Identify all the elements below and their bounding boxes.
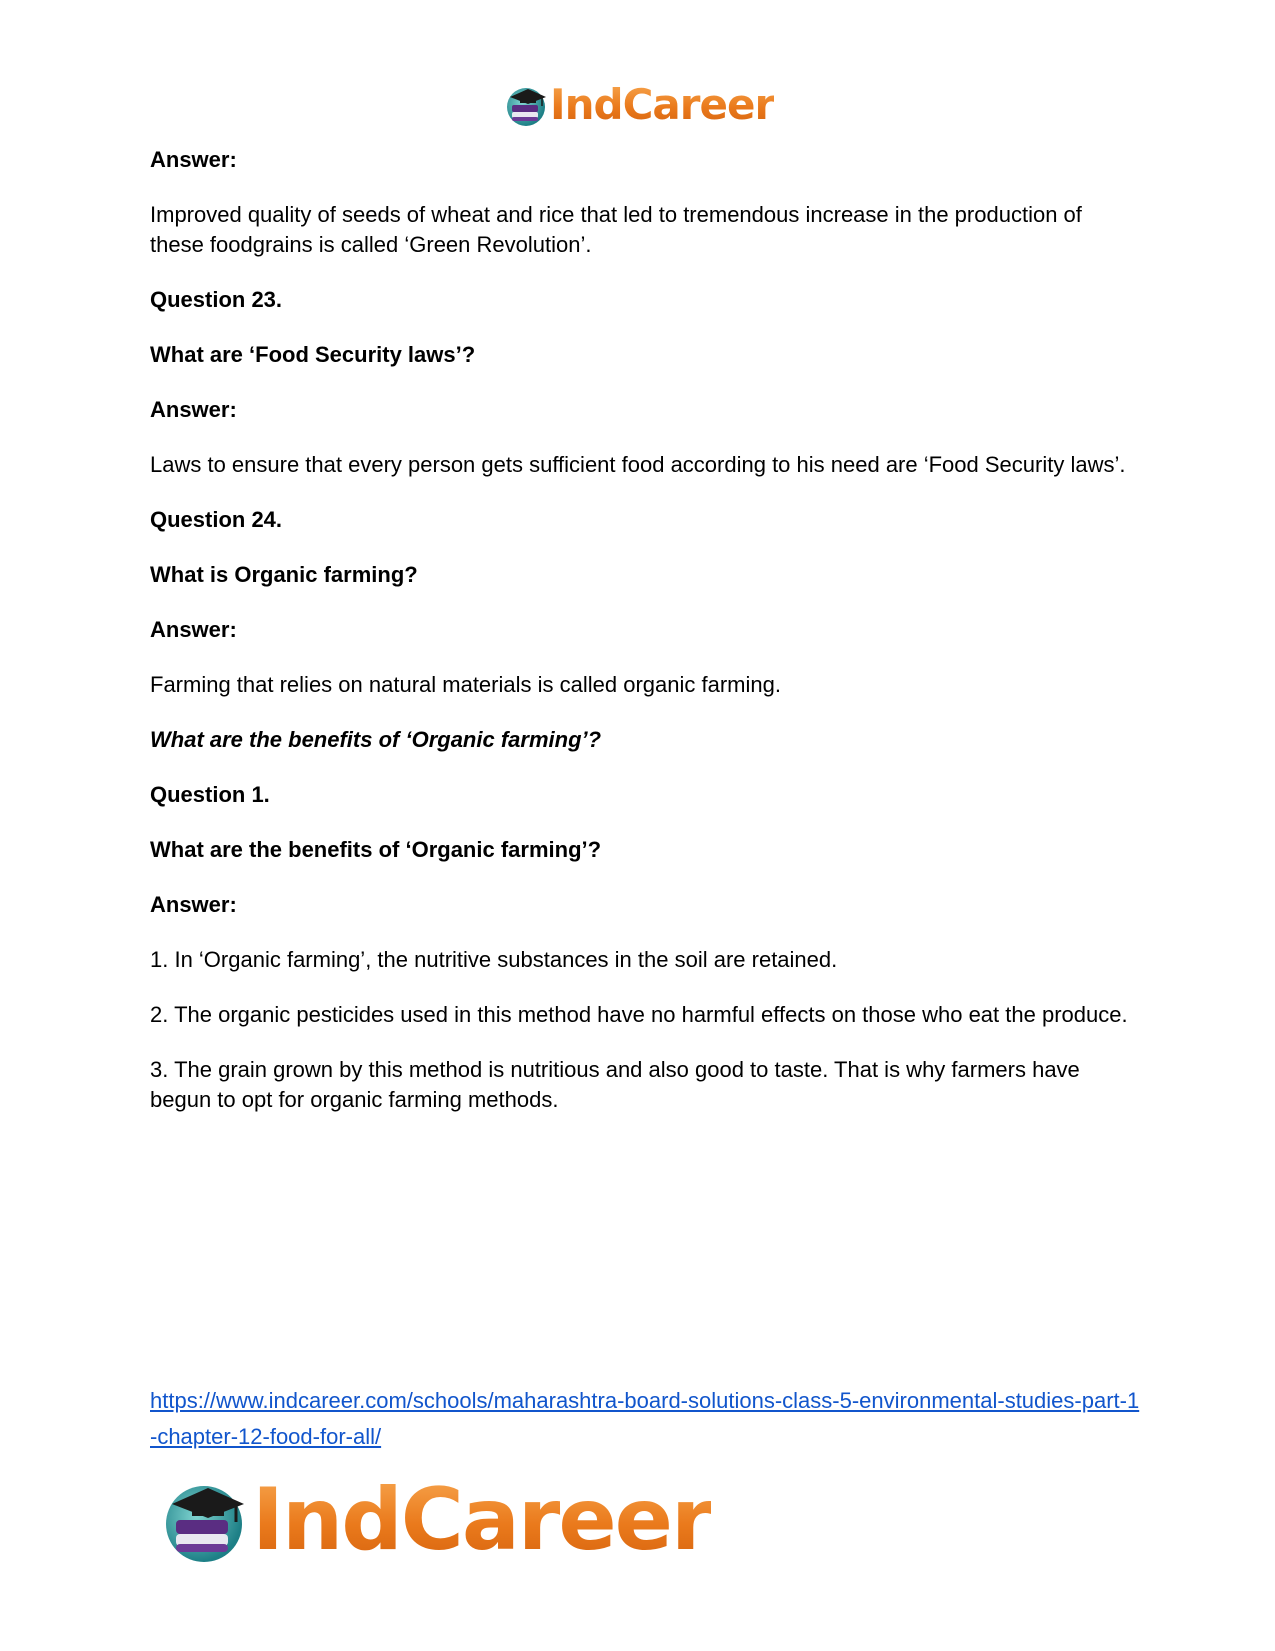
footer-logo xyxy=(160,1470,711,1570)
source-url-link[interactable]: https://www.indcareer.com/schools/maharashtra-board-solutions-class-5-environmental-studies-part-1-chapter-12-food-for-all/ xyxy=(150,1388,1140,1449)
question-text: What are the benefits of ‘Organic farming’? xyxy=(150,837,602,862)
answer-text: Farming that relies on natural materials is called organic farming. xyxy=(150,672,781,697)
answer-text: Improved quality of seeds of wheat and rice that led to tremendous increase in the production of these foodgrains is called ‘Green Revolution’. xyxy=(150,202,1082,257)
answer-list-item: 3. The grain grown by this method is nutritious and also good to taste. That is why farmers have begun to opt for organic farming methods. xyxy=(150,1057,1080,1112)
answer-text: Laws to ensure that every person gets sufficient food according to his need are ‘Food Security laws’. xyxy=(150,452,1126,477)
section-heading: What are the benefits of ‘Organic farming’? xyxy=(150,727,602,752)
header-logo xyxy=(504,80,774,130)
question-number: Question 1. xyxy=(150,782,270,807)
answer-label: Answer: xyxy=(150,147,237,172)
answer-list-item: 1. In ‘Organic farming’, the nutritive substances in the soil are retained. xyxy=(150,947,838,972)
answer-list-item: 2. The organic pesticides used in this method have no harmful effects on those who eat the produce. xyxy=(150,1002,1128,1027)
answer-label: Answer: xyxy=(150,617,237,642)
answer-label: Answer: xyxy=(150,892,237,917)
document-body xyxy=(150,145,1135,1140)
logo-wordmark: IndCareer xyxy=(550,80,775,129)
question-text: What is Organic farming? xyxy=(150,562,418,587)
question-number: Question 23. xyxy=(150,287,283,312)
graduation-cap-book-globe-icon xyxy=(160,1476,248,1564)
graduation-cap-book-globe-icon xyxy=(504,83,548,127)
logo-wordmark: IndCareer xyxy=(252,1470,712,1570)
answer-label: Answer: xyxy=(150,397,237,422)
question-number: Question 24. xyxy=(150,507,283,532)
question-text: What are ‘Food Security laws’? xyxy=(150,342,476,367)
